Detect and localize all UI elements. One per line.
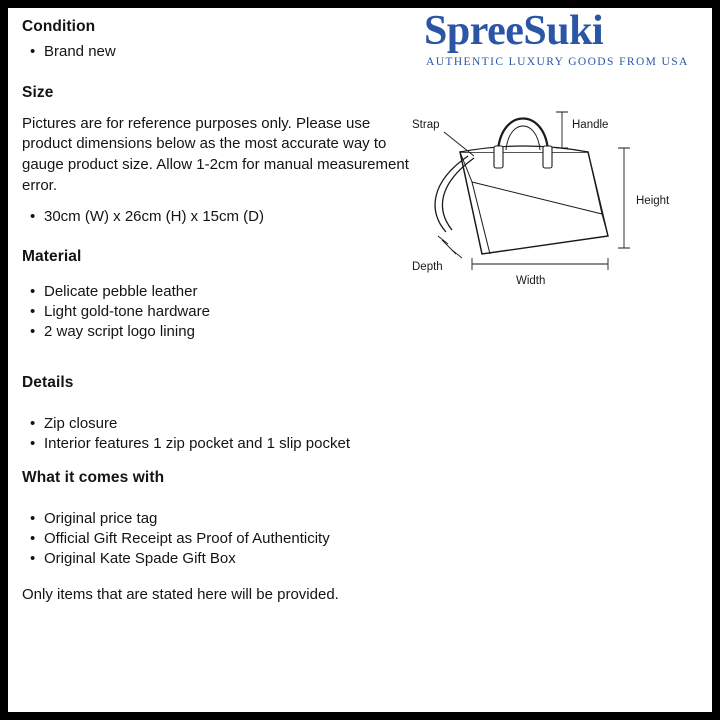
spacer bbox=[22, 453, 698, 469]
brand-logo bbox=[412, 10, 712, 68]
section-heading-material: Material bbox=[22, 248, 82, 266]
spacer bbox=[22, 342, 698, 364]
section-heading-condition: Condition bbox=[22, 18, 96, 35]
spacer bbox=[22, 364, 698, 374]
list-item: • 2 way script logo lining bbox=[22, 322, 698, 342]
bag-diagram-svg bbox=[412, 86, 712, 296]
bag-dimension-diagram bbox=[412, 86, 712, 296]
list-item: • Brand new bbox=[22, 42, 698, 62]
section-heading-size: Size bbox=[22, 83, 54, 101]
list-item: • Original Kate Spade Gift Box bbox=[22, 549, 698, 569]
diagram-label-height: Height bbox=[636, 195, 670, 207]
diagram-label-depth: Depth bbox=[412, 261, 443, 273]
document-page bbox=[8, 8, 712, 712]
spacer bbox=[22, 493, 698, 509]
spacer bbox=[22, 398, 698, 414]
section-heading-includes: What it comes with bbox=[22, 469, 165, 487]
includes-list bbox=[22, 509, 698, 568]
diagram-label-handle: Handle bbox=[572, 119, 609, 131]
details-list bbox=[22, 414, 698, 454]
list-item: • Original price tag bbox=[22, 509, 698, 529]
section-heading-details: Details bbox=[22, 373, 74, 391]
size-paragraph: Pictures are for reference purposes only. Please use product dimensions below as the most accurate way to gauge product size. Allow 1-2cm for manual measurement error. bbox=[22, 114, 409, 194]
list-item: • Zip closure bbox=[22, 414, 698, 434]
spacer bbox=[22, 569, 698, 585]
brand-name: SpreeSuki bbox=[424, 8, 604, 54]
list-item: • Official Gift Receipt as Proof of Authenticity bbox=[22, 529, 698, 549]
diagram-label-strap: Strap bbox=[412, 119, 440, 131]
list-item: • 30cm (W) x 26cm (H) x 15cm (D) bbox=[22, 207, 698, 227]
list-item: • Interior features 1 zip pocket and 1 slip pocket bbox=[22, 434, 698, 454]
diagram-label-width: Width bbox=[516, 275, 546, 287]
footer-note: Only items that are stated here will be provided. bbox=[22, 585, 339, 603]
list-item: • Delicate pebble leather bbox=[22, 282, 698, 302]
brand-tagline: AUTHENTIC LUXURY GOODS FROM USA bbox=[426, 56, 689, 68]
list-item: • Light gold-tone hardware bbox=[22, 302, 698, 322]
